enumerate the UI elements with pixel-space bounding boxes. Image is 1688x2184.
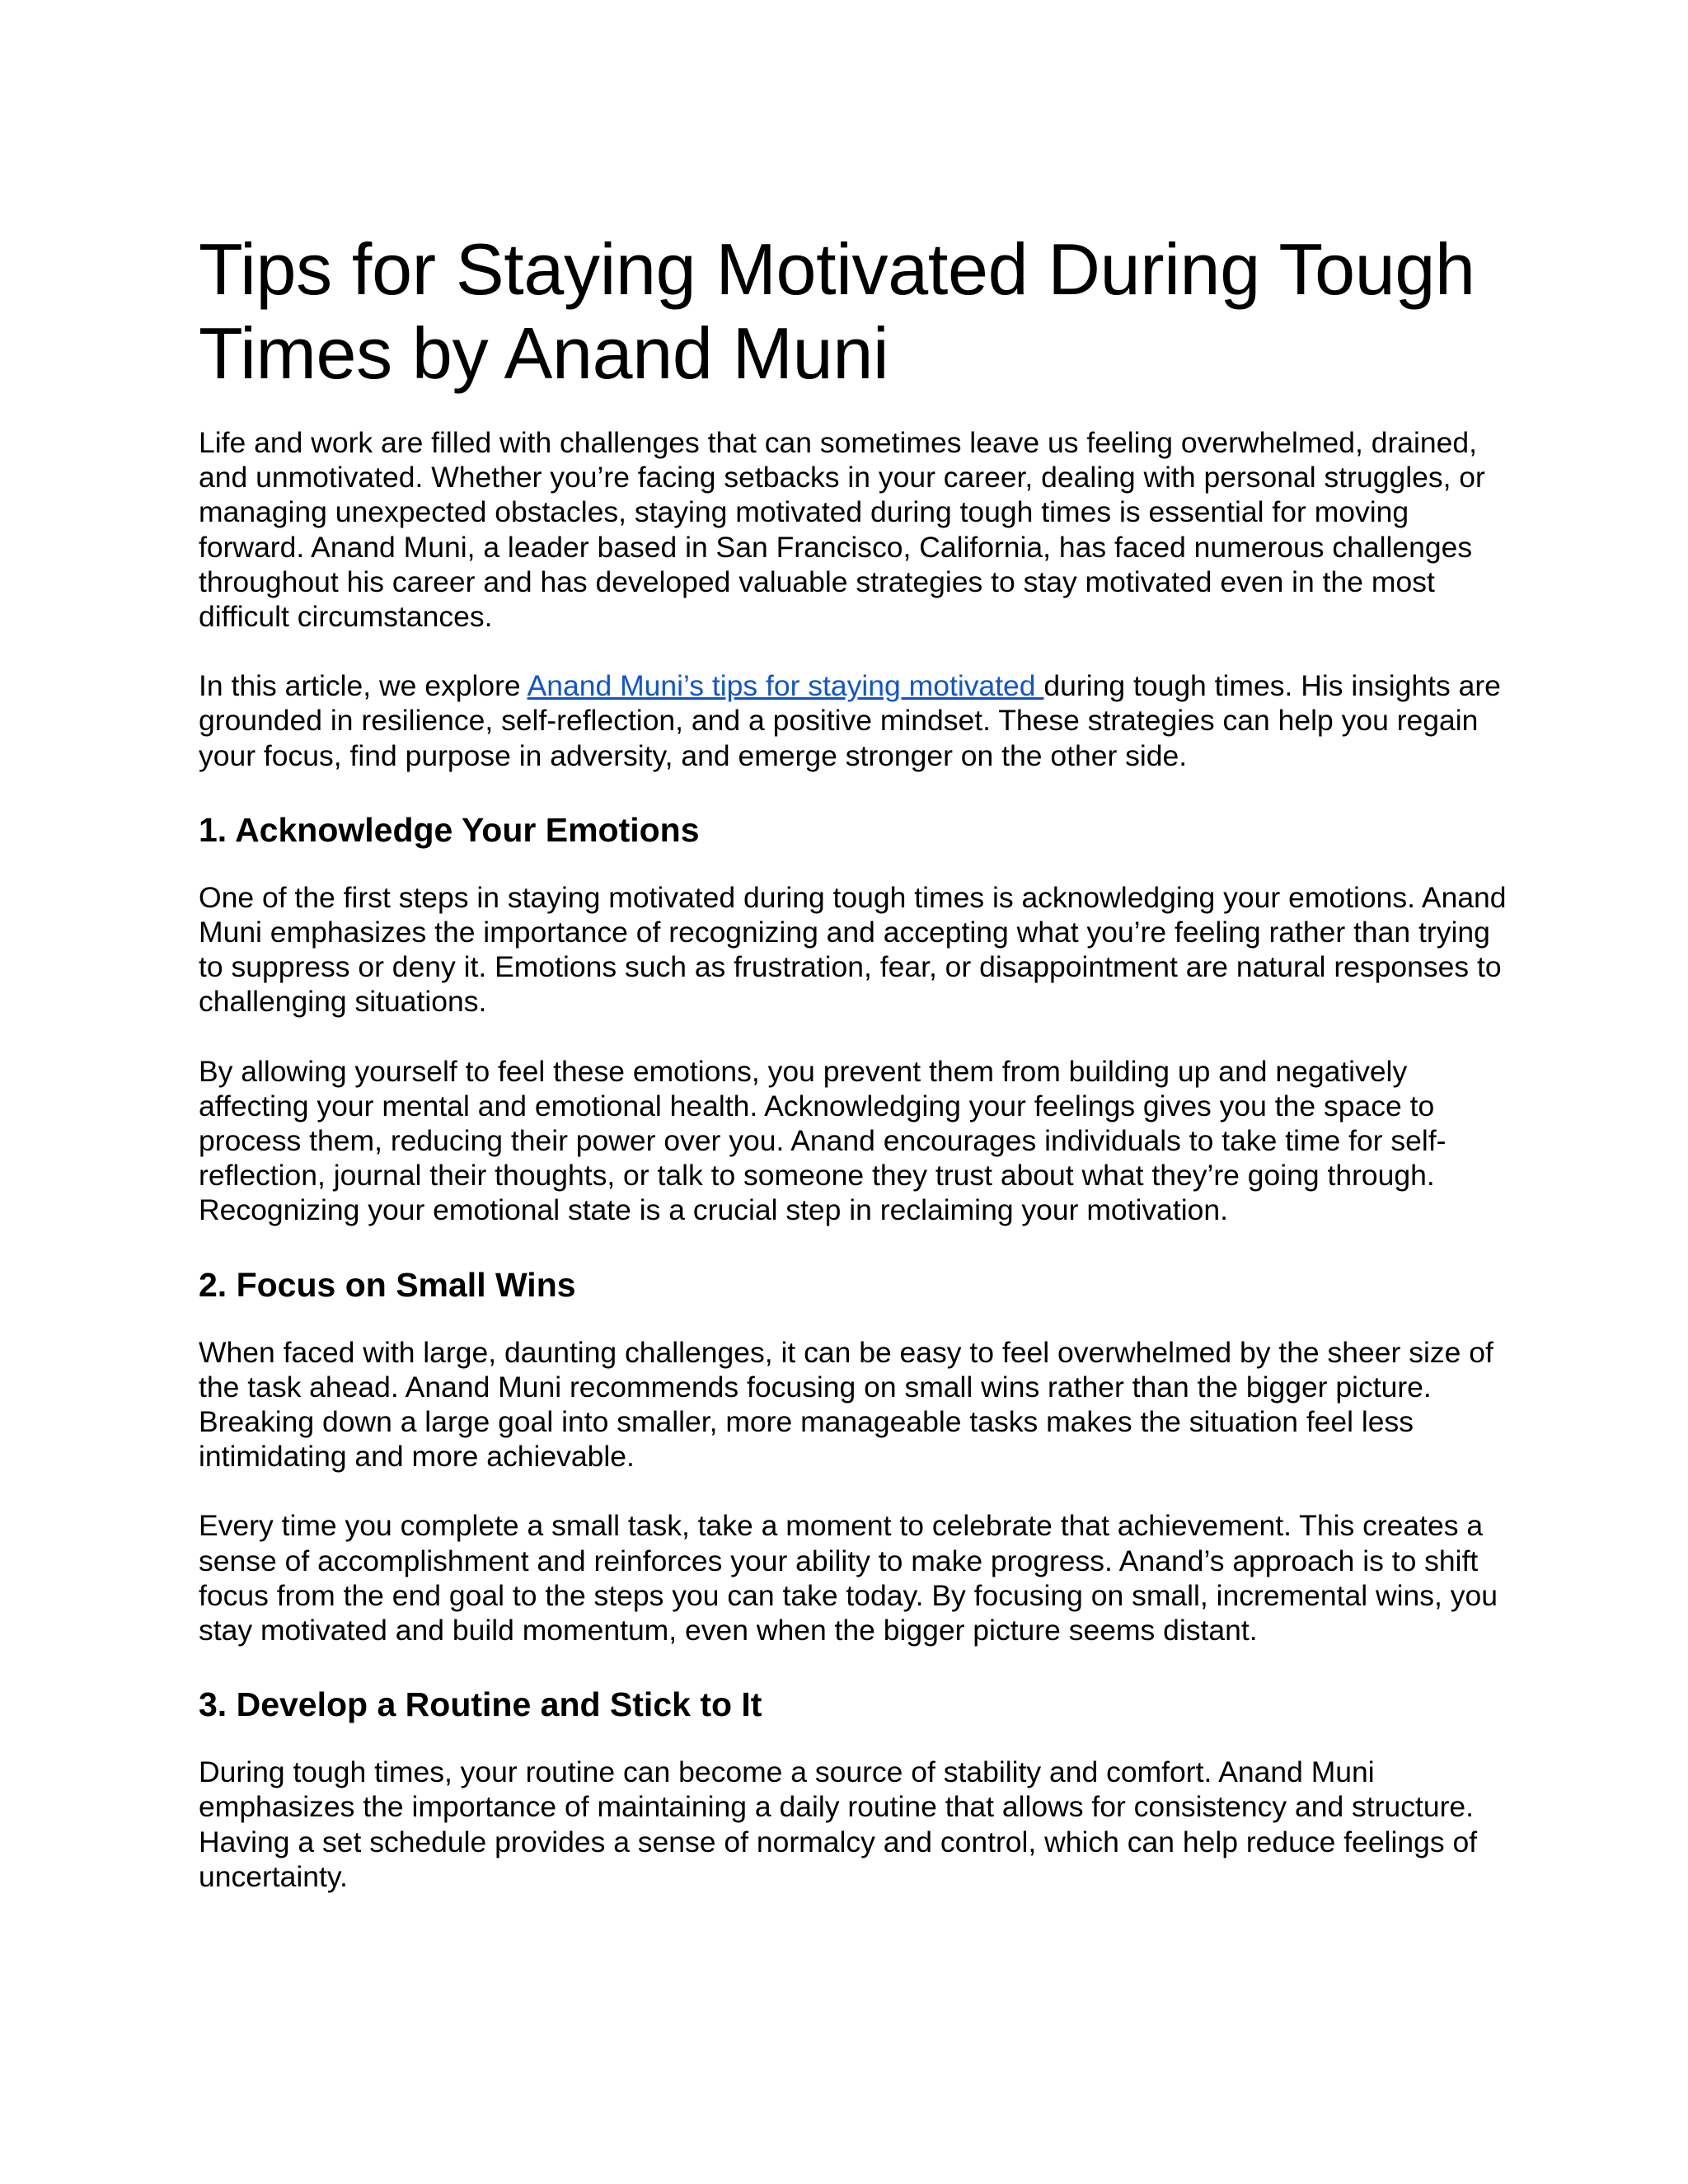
section-heading-small-wins: 2. Focus on Small Wins	[199, 1265, 576, 1304]
section-paragraph: One of the first steps in staying motivated during tough times is acknowledging your emotions. Anand Muni emphasizes the importance of recognizing and accepting what you’re feeling rather than trying to suppress or deny it. Emotions such as frustration, fear, or disappointment are natural responses to challenging situations.	[199, 880, 1507, 1019]
section-paragraph: During tough times, your routine can become a source of stability and comfort. Anand Muni emphasizes the importance of maintaining a daily routine that allows for consistency and structure. Having a set schedule provides a sense of normalcy and control, which can help reduce feelings of uncertainty.	[199, 1755, 1478, 1893]
intro-text-after-link: during tough times. His insights are grounded in resilience, self-reflection, and a positive mindset. These strategies can help you regain your focus, find purpose in adversity, and emerge stronger on the other side.	[199, 669, 1501, 772]
intro-paragraph-with-link	[199, 668, 1517, 773]
section-paragraph: By allowing yourself to feel these emotions, you prevent them from building up and negatively affecting your mental and emotional health. Acknowledging your feelings gives you the space to process them, reducing their power over you. Anand encourages individuals to take time for self-reflection, journal their thoughts, or talk to someone they trust about what they’re going through. Recognizing your emotional state is a crucial step in reclaiming your motivation.	[199, 1054, 1447, 1227]
intro-paragraph: Life and work are filled with challenges that can sometimes leave us feeling overwhelmed, drained, and unmotivated. Whether you’re facing setbacks in your career, dealing with personal struggles, or managing unexpected obstacles, staying motivated during tough times is essential for moving forward. Anand Muni, a leader based in San Francisco, California, has faced numerous challenges throughout his career and has developed valuable strategies to stay motivated even in the most difficult circumstances.	[199, 426, 1485, 634]
section-heading-routine: 3. Develop a Routine and Stick to It	[199, 1685, 762, 1724]
document-content	[199, 227, 1517, 1894]
document-title: Tips for Staying Motivated During Tough Times by Anand Muni	[199, 228, 1475, 394]
intro-text-before-link: In this article, we explore	[199, 669, 528, 703]
section-heading-acknowledge-emotions: 1. Acknowledge Your Emotions	[199, 810, 700, 849]
section-paragraph: Every time you complete a small task, take a moment to celebrate that achievement. This creates a sense of accomplishment and reinforces your ability to make progress. Anand’s approach is to shift focus from the end goal to the steps you can take today. By focusing on small, incremental wins, you stay motivated and build momentum, even when the bigger picture seems distant.	[199, 1509, 1498, 1647]
tips-article-link[interactable]: Anand Muni’s tips for staying motivated	[527, 669, 1044, 703]
section-paragraph: When faced with large, daunting challenges, it can be easy to feel overwhelmed by the sheer size of the task ahead. Anand Muni recommends focusing on small wins rather than the bigger picture. Breaking down a large goal into smaller, more manageable tasks makes the situation feel less intimidating and more achievable.	[199, 1335, 1493, 1474]
